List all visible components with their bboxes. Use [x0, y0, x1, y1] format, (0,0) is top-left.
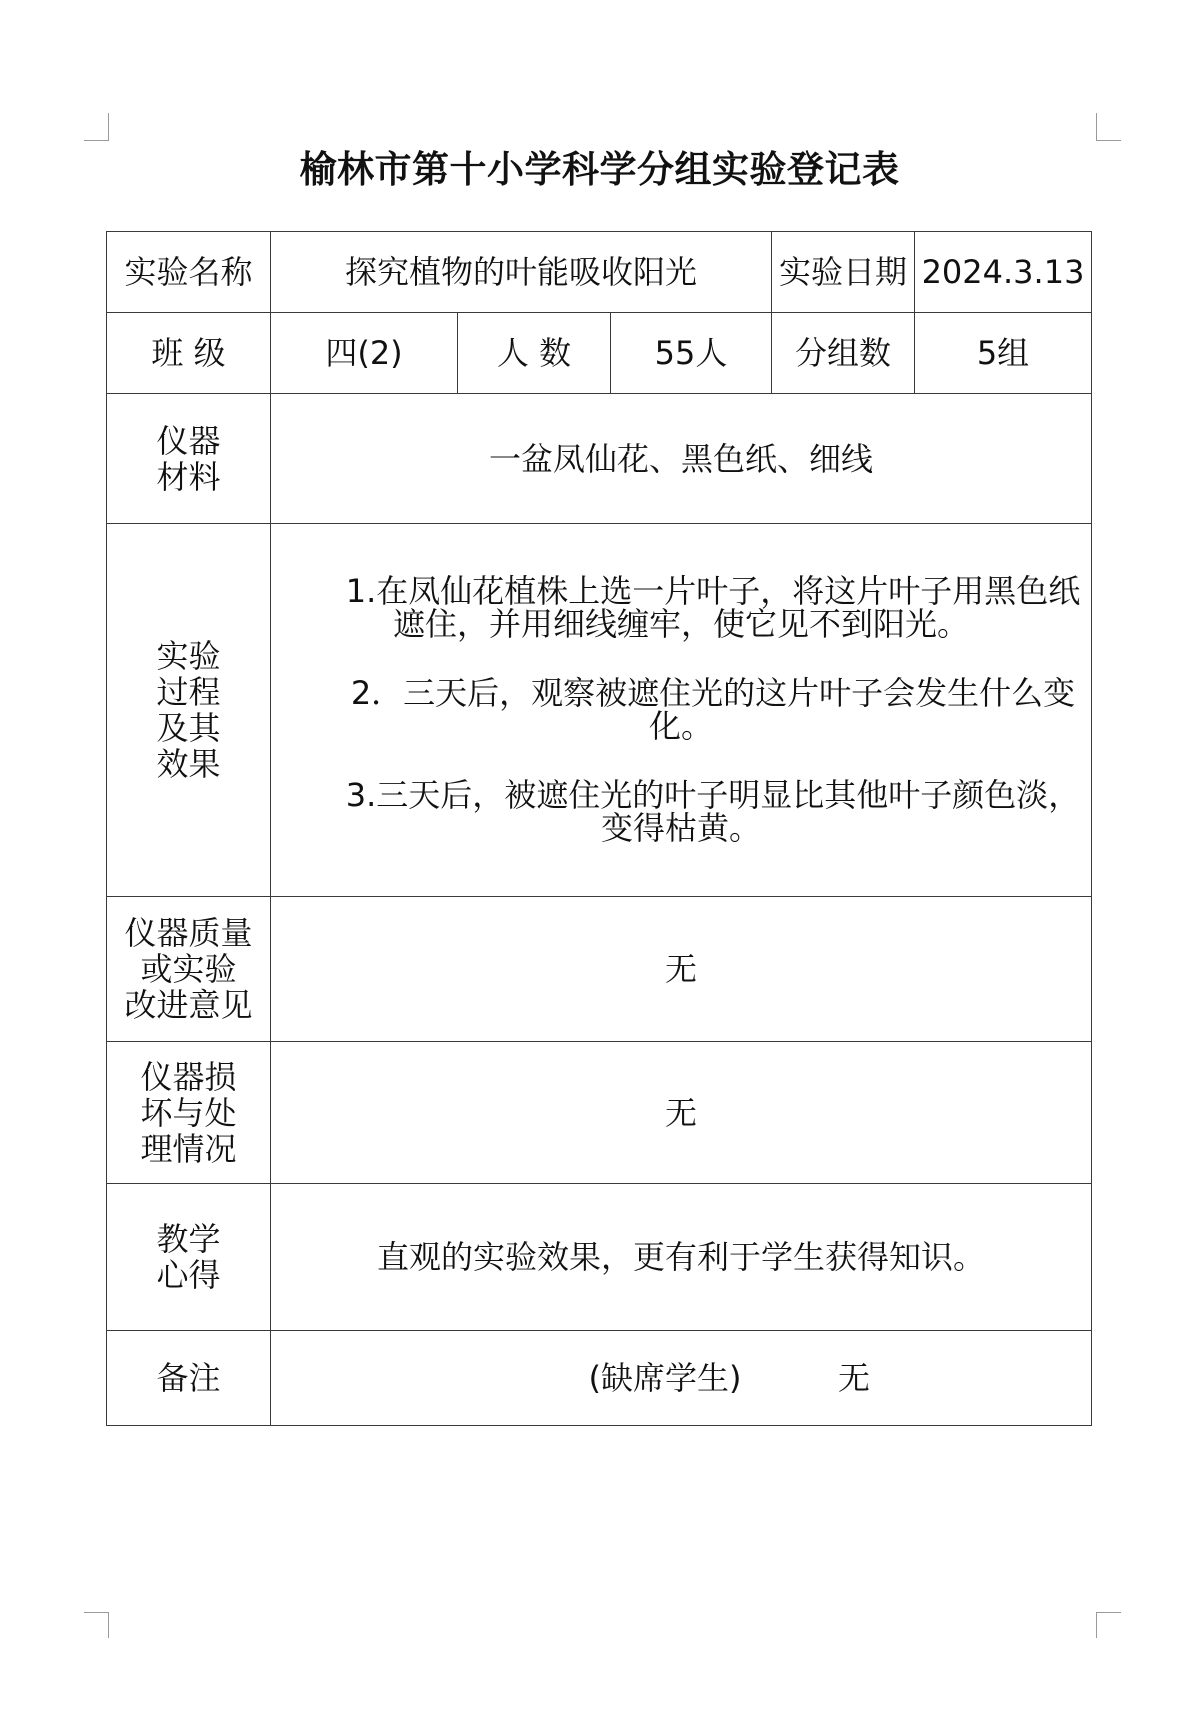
label-experiment-date: 实验日期 — [772, 232, 915, 313]
label-reflection: 教学 心得 — [107, 1184, 271, 1331]
label-class: 班 级 — [107, 313, 271, 394]
crop-mark-line — [84, 1612, 108, 1613]
label-damage: 仪器损 坏与处 理情况 — [107, 1042, 271, 1184]
experiment-register-table — [106, 231, 1092, 1426]
crop-mark-line — [84, 140, 108, 141]
label-materials: 仪器 材料 — [107, 394, 271, 524]
procedure-step: 3.三天后，被遮住光的叶子明显比其他叶子颜色淡，变得枯黄。 — [345, 776, 1081, 847]
crop-mark-line — [1096, 1612, 1097, 1638]
table-row-improvement — [107, 897, 1092, 1042]
procedure-value — [271, 524, 1092, 897]
table-row-remarks — [107, 1331, 1092, 1426]
label-procedure: 实验 过程 及其 效果 — [107, 524, 271, 897]
label-group-count: 分组数 — [772, 313, 915, 394]
table-row-experiment — [107, 232, 1092, 313]
crop-mark-line — [108, 1612, 109, 1638]
reflection-value: 直观的实验效果，更有利于学生获得知识。 — [271, 1184, 1092, 1331]
experiment-name-value: 探究植物的叶能吸收阳光 — [271, 232, 772, 313]
damage-value: 无 — [271, 1042, 1092, 1184]
materials-value: 一盆凤仙花、黑色纸、细线 — [271, 394, 1092, 524]
table-row-class — [107, 313, 1092, 394]
label-experiment-name: 实验名称 — [107, 232, 271, 313]
class-value: 四(2) — [271, 313, 458, 394]
procedure-step: 2．三天后，观察被遮住光的这片叶子会发生什么变化。 — [350, 674, 1076, 745]
table-row-reflection — [107, 1184, 1092, 1331]
procedure-step: 1.在凤仙花植株上选一片叶子，将这片叶子用黑色纸遮住，并用细线缠牢，使它见不到阳光。 — [345, 572, 1081, 643]
group-count-value: 5组 — [915, 313, 1092, 394]
label-improvement: 仪器质量 或实验 改进意见 — [107, 897, 271, 1042]
remarks-absent-label: (缺席学生) — [588, 1359, 742, 1397]
remarks-absent-value: 无 — [837, 1359, 870, 1397]
crop-mark-line — [108, 113, 109, 141]
crop-mark-line — [1096, 140, 1121, 141]
table-row-damage — [107, 1042, 1092, 1184]
crop-mark-line — [1096, 113, 1097, 141]
experiment-date-value: 2024.3.13 — [915, 232, 1092, 313]
remarks-value — [271, 1331, 1092, 1426]
table-row-procedure — [107, 524, 1092, 897]
label-remarks: 备注 — [107, 1331, 271, 1426]
page-title: 榆林市第十小学科学分组实验登记表 — [299, 148, 900, 191]
label-headcount: 人 数 — [458, 313, 611, 394]
headcount-value: 55人 — [611, 313, 772, 394]
crop-mark-line — [1096, 1612, 1121, 1613]
table-row-materials — [107, 394, 1092, 524]
improvement-value: 无 — [271, 897, 1092, 1042]
